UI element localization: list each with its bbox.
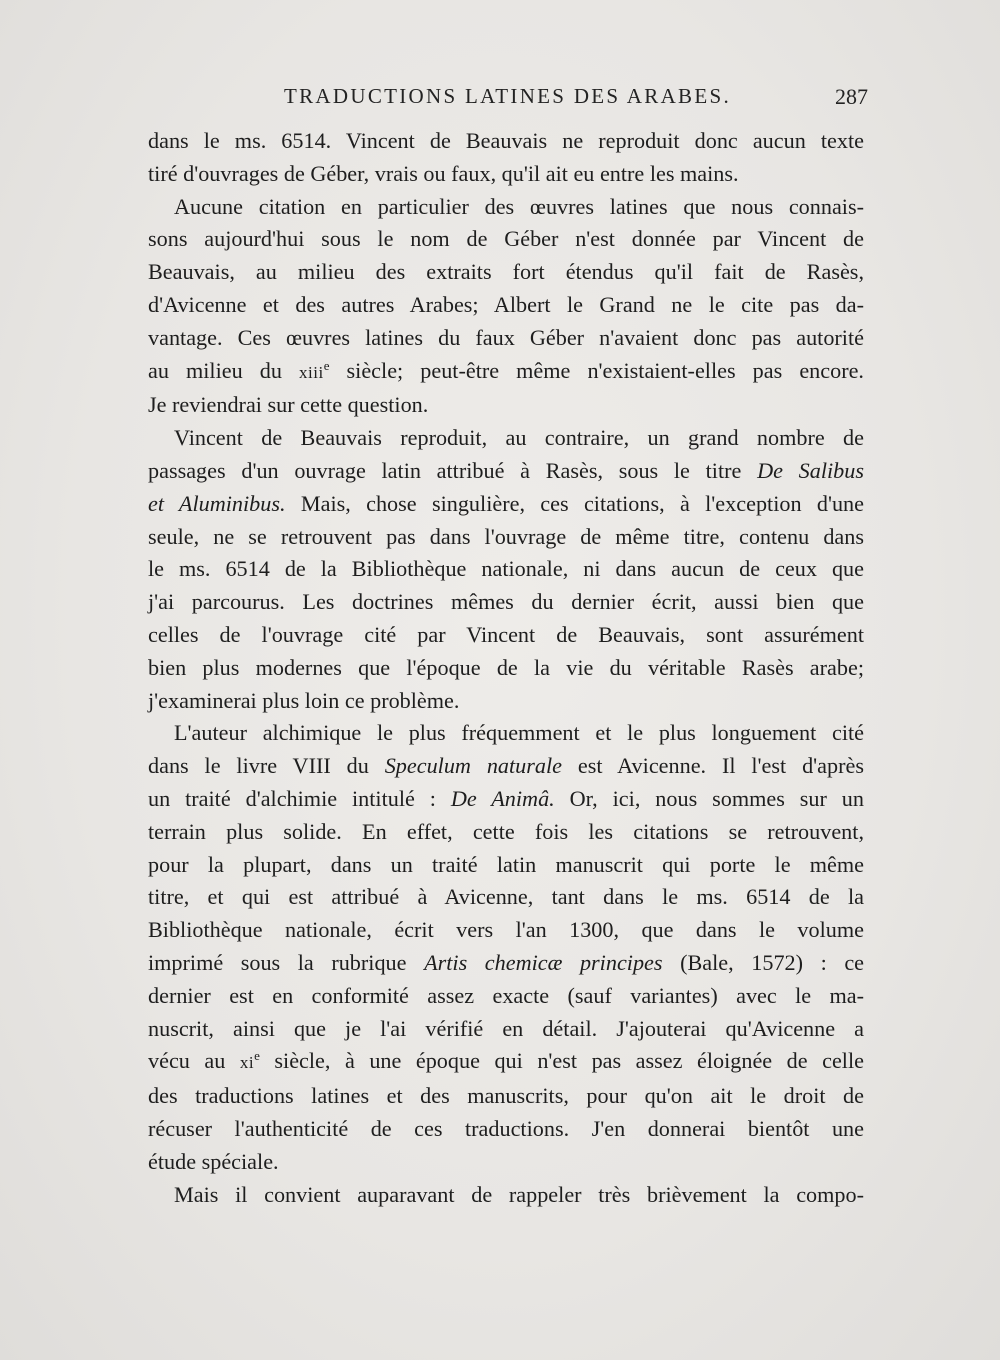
text-run: des traductions latines et des manuscrits, pour qu'on ait le droit de bbox=[148, 1083, 864, 1109]
text-run: étude spéciale. bbox=[148, 1148, 279, 1174]
text-line bbox=[148, 1179, 864, 1212]
text-line bbox=[148, 849, 864, 882]
text-line bbox=[148, 389, 864, 422]
text-run: celles de l'ouvrage cité par Vincent de Beauvais, sont assurément bbox=[148, 621, 864, 647]
text-run: bien plus modernes que l'époque de la vie du véritable Rasès arabe; bbox=[148, 654, 864, 680]
text-line bbox=[148, 553, 864, 586]
text-run: dans le livre VIII du bbox=[148, 753, 385, 779]
text-run: L'auteur alchimique le plus fréquemment et le plus longuement cité bbox=[174, 720, 864, 746]
text-run: Mais il convient auparavant de rappeler très brièvement la compo- bbox=[174, 1181, 864, 1207]
text-line bbox=[148, 881, 864, 914]
text-run: passages d'un ouvrage latin attribué à Rasès, sous le titre bbox=[148, 457, 758, 483]
running-title: TRADUCTIONS LATINES DES ARABES. bbox=[284, 84, 731, 108]
text-run: pour la plupart, dans un traité latin manuscrit qui porte le même bbox=[148, 851, 864, 877]
text-run: imprimé sous la rubrique bbox=[148, 949, 425, 975]
text-run: j'ai parcourus. Les doctrines mêmes du dernier écrit, aussi bien que bbox=[148, 589, 864, 615]
text-run: le ms. 6514 de la Bibliothèque nationale, ni dans aucun de ceux que bbox=[148, 556, 864, 582]
text-line bbox=[148, 1080, 864, 1113]
text-run: (Bale, 1572) : ce bbox=[662, 949, 865, 975]
text-run: dans le ms. 6514. Vincent de Beauvais ne reproduit donc aucun texte bbox=[148, 128, 864, 153]
body-text bbox=[148, 125, 864, 1211]
text-line bbox=[148, 322, 864, 355]
text-line bbox=[148, 191, 864, 224]
text-line bbox=[148, 521, 864, 554]
superscript: e bbox=[323, 357, 330, 373]
text-line bbox=[148, 1113, 864, 1146]
text-line bbox=[148, 816, 864, 849]
text-line bbox=[148, 455, 864, 488]
italic-title: et Aluminibus. bbox=[148, 490, 286, 516]
text-run: siècle, à une époque qui n'est pas assez éloignée de celle bbox=[259, 1048, 864, 1074]
text-run: d'Avicenne et des autres Arabes; Albert le Grand ne le cite pas da- bbox=[148, 291, 864, 317]
text-line bbox=[148, 717, 864, 750]
text-line bbox=[148, 685, 864, 718]
text-run: au milieu du bbox=[148, 357, 300, 383]
text-line bbox=[148, 158, 864, 191]
text-run: tiré d'ouvrages de Géber, vrais ou faux, qu'il ait eu entre les mains. bbox=[148, 160, 739, 186]
text-run: Bibliothèque nationale, écrit vers l'an 1300, que dans le volume bbox=[148, 917, 864, 943]
text-run: Je reviendrai sur cette question. bbox=[148, 392, 429, 418]
text-run: Vincent de Beauvais reproduit, au contraire, un grand nombre de bbox=[174, 425, 864, 451]
text-run: Mais, chose singulière, ces citations, à l'exception d'une bbox=[285, 490, 864, 516]
text-run: titre, et qui est attribué à Avicenne, tant dans le ms. 6514 de la bbox=[148, 884, 864, 910]
text-line bbox=[148, 783, 864, 816]
italic-title: Speculum naturale bbox=[384, 753, 563, 779]
text-run: Beauvais, au milieu des extraits fort étendus qu'il fait de Rasès, bbox=[148, 259, 864, 285]
italic-title: De Salibus bbox=[757, 457, 864, 483]
text-line bbox=[148, 256, 864, 289]
text-run: sons aujourd'hui sous le nom de Géber n'est donnée par Vincent de bbox=[148, 226, 864, 252]
text-line bbox=[148, 355, 864, 390]
text-line bbox=[148, 422, 864, 455]
text-line bbox=[148, 947, 864, 980]
text-run: siècle; peut-être même n'existaient-elles pas encore. bbox=[329, 357, 864, 383]
text-run: est Avicenne. Il l'est d'après bbox=[562, 753, 864, 779]
text-line bbox=[148, 980, 864, 1013]
page-number: 287 bbox=[835, 84, 868, 109]
text-run: Or, ici, nous sommes sur un bbox=[554, 785, 864, 811]
text-run: j'examinerai plus loin ce problème. bbox=[148, 687, 460, 713]
century-numeral: xi bbox=[239, 1053, 255, 1073]
text-run: récuser l'authenticité de ces traductions. J'en donnerai bientôt une bbox=[148, 1115, 864, 1141]
century-numeral: xiii bbox=[299, 362, 324, 382]
text-line bbox=[148, 586, 864, 619]
running-head bbox=[148, 84, 868, 114]
text-run: seule, ne se retrouvent pas dans l'ouvrage de même titre, contenu dans bbox=[148, 523, 864, 549]
text-line bbox=[148, 750, 864, 783]
text-line bbox=[148, 619, 864, 652]
text-line bbox=[148, 289, 864, 322]
superscript: e bbox=[254, 1048, 260, 1064]
text-line bbox=[148, 1013, 864, 1046]
text-line bbox=[148, 488, 864, 521]
italic-title: De Animâ. bbox=[450, 785, 555, 811]
text-run: vantage. Ces œuvres latines du faux Géber n'avaient donc pas autorité bbox=[148, 324, 864, 350]
italic-title: Artis chemicæ principes bbox=[424, 949, 663, 975]
text-line bbox=[148, 1146, 864, 1179]
text-line bbox=[148, 652, 864, 685]
text-line bbox=[148, 223, 864, 256]
text-run: Aucune citation en particulier des œuvres latines que nous connais- bbox=[174, 193, 864, 219]
text-run: vécu au bbox=[148, 1048, 240, 1074]
text-run: un traité d'alchimie intitulé : bbox=[148, 785, 451, 811]
text-line bbox=[148, 125, 864, 158]
text-line bbox=[148, 914, 864, 947]
text-run: nuscrit, ainsi que je l'ai vérifié en détail. J'ajouterai qu'Avicenne a bbox=[148, 1015, 864, 1041]
text-line bbox=[148, 1045, 864, 1080]
text-run: terrain plus solide. En effet, cette fois les citations se retrouvent, bbox=[148, 818, 864, 844]
text-run: dernier est en conformité assez exacte (sauf variantes) avec le ma- bbox=[148, 982, 864, 1008]
